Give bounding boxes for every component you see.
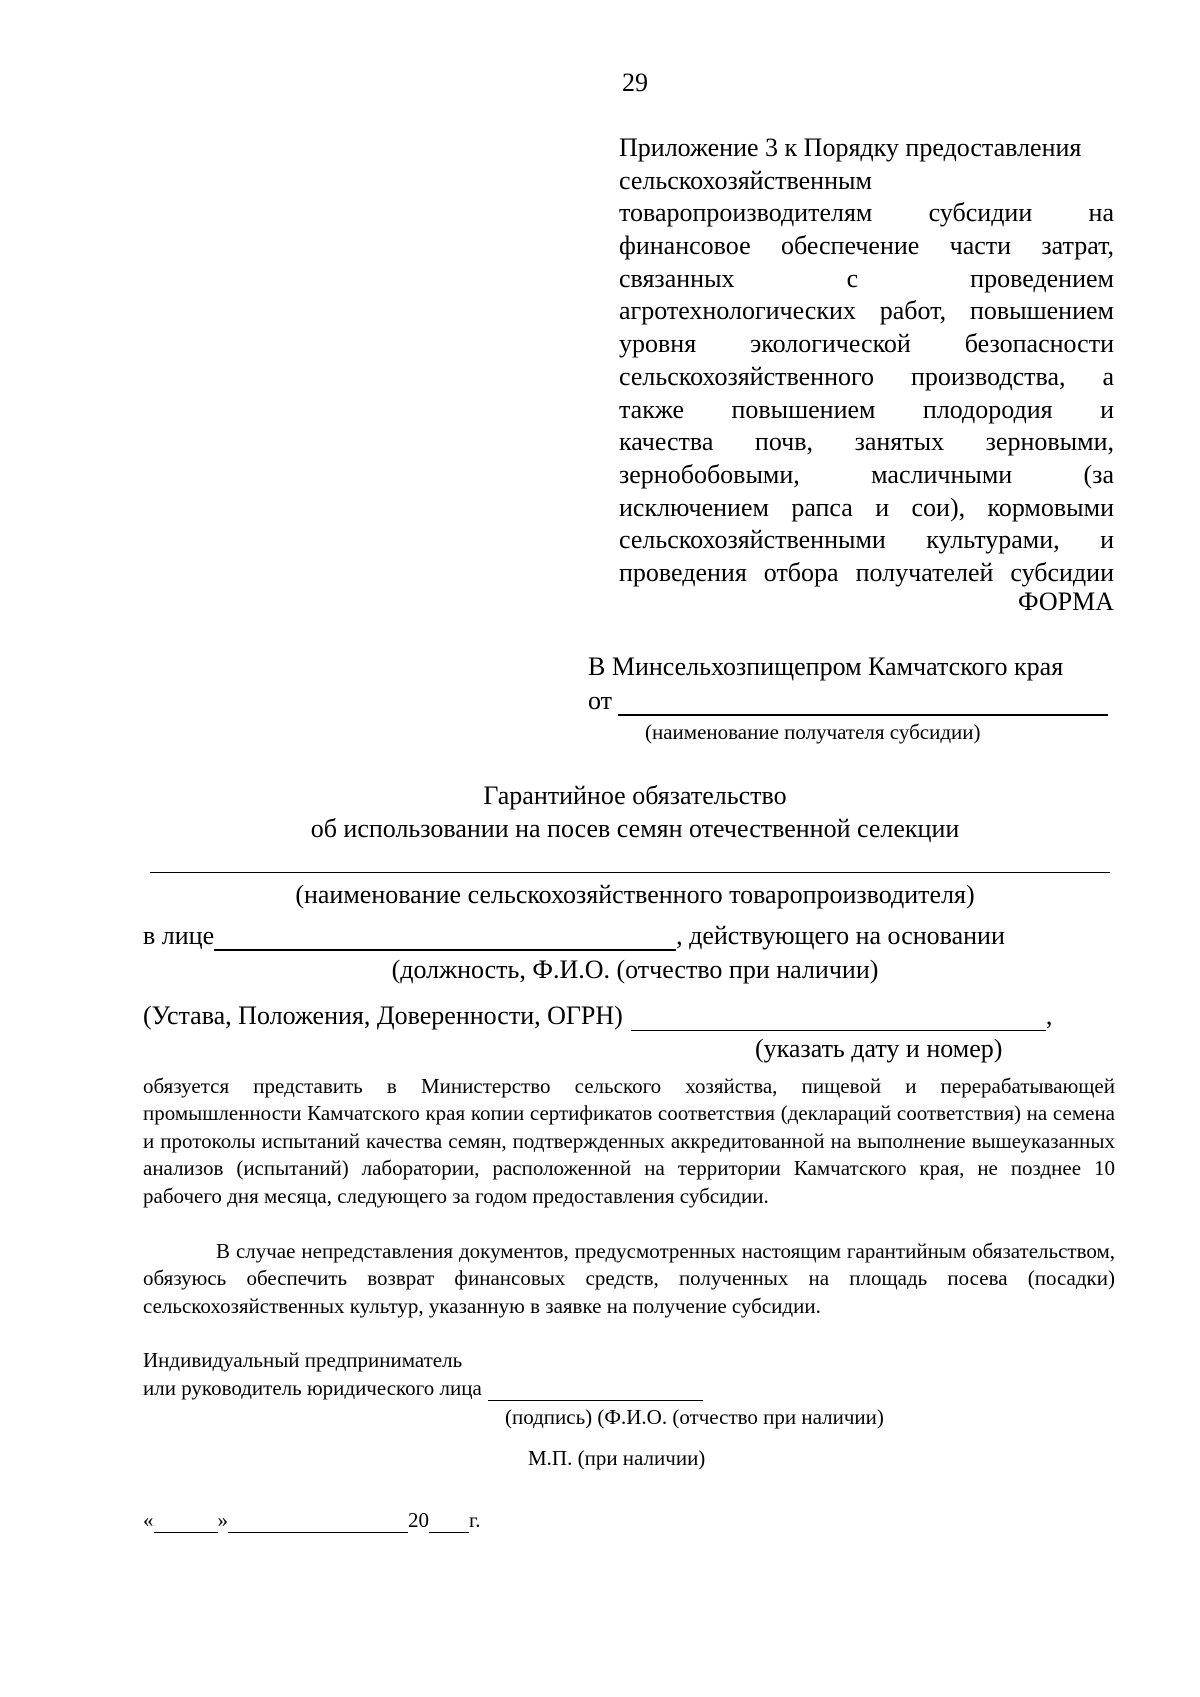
appendix-header xyxy=(619,132,1114,590)
appendix-line: финансовое обеспечение части затрат, xyxy=(619,231,1114,261)
basis-comma: , xyxy=(1045,1001,1053,1030)
appendix-line: сельскохозяйственными культурами, и xyxy=(619,525,1114,555)
stamp-caption: М.П. (при наличии) xyxy=(528,1446,706,1470)
appendix-line: также повышением плодородия и xyxy=(619,394,1114,424)
person-prefix: в лице xyxy=(143,921,215,950)
from-label: от xyxy=(588,686,613,715)
obligation-paragraph: обязуется представить в Министерство сельского хозяйства, пищевой и перерабатывающей промышленности Камчатского края копии сертификатов соответствия (деклараций соответствия) на семена и протоколы испытаний качества семян, подтвержденных аккредитованной на выполнение вышеуказанных анализов (испытаний) лаборатории, расположенной на территории Камчатского края, не позднее 10 рабочего дня месяца, следующего за годом предоставления субсидии. xyxy=(143,1074,1115,1208)
recipient-caption: (наименование получателя субсидии) xyxy=(645,720,981,744)
appendix-line: исключением рапса и сои), кормовыми xyxy=(619,492,1114,522)
signer-title-line-2 xyxy=(143,1376,703,1401)
appendix-line: проведения отбора получателей субсидии xyxy=(619,557,1114,587)
month-field[interactable] xyxy=(228,1512,408,1533)
page-number: 29 xyxy=(622,68,648,97)
document-subtitle: об использовании на посев семян отечественной селекции xyxy=(310,814,960,843)
appendix-line: качества почв, занятых зерновыми, xyxy=(619,427,1114,457)
appendix-line: сельскохозяйственного производства, а xyxy=(619,361,1114,391)
addressee: В Минсельхозпищепром Камчатского края xyxy=(588,652,1064,681)
year-prefix: 20 xyxy=(408,1508,429,1532)
basis-label: (Устава, Положения, Доверенности, ОГРН) xyxy=(143,1001,623,1030)
signature-field[interactable] xyxy=(488,1380,703,1401)
basis-row xyxy=(143,1001,1052,1031)
appendix-line: товаропроизводителям субсидии на xyxy=(619,198,1114,228)
appendix-line: связанных с проведением xyxy=(619,263,1114,293)
appendix-line: зернобобовыми, масличными (за xyxy=(619,459,1114,489)
date-row xyxy=(143,1508,481,1533)
year-field[interactable] xyxy=(429,1512,469,1533)
open-quote: « xyxy=(143,1508,154,1532)
appendix-line: уровня экологической безопасности xyxy=(619,329,1114,359)
person-suffix: , действующего на основании xyxy=(676,921,1005,950)
producer-caption: (наименование сельскохозяйственного товаропроизводителя) xyxy=(295,880,975,909)
document-title: Гарантийное обязательство xyxy=(483,781,787,810)
signature-caption: (подпись) (Ф.И.О. (отчество при наличии) xyxy=(505,1405,884,1429)
producer-name-field[interactable] xyxy=(150,872,1110,873)
day-field[interactable] xyxy=(154,1512,218,1533)
signer-title-line-1: Индивидуальный предприниматель xyxy=(143,1348,463,1372)
person-field[interactable] xyxy=(214,923,676,951)
year-suffix: г. xyxy=(469,1508,481,1532)
basis-field[interactable] xyxy=(631,1004,1046,1031)
position-caption: (должность, Ф.И.О. (отчество при наличии) xyxy=(391,955,879,984)
form-label: ФОРМА xyxy=(1018,587,1114,616)
signer-title-text: или руководитель юридического лица xyxy=(143,1376,482,1400)
recipient-name-field[interactable] xyxy=(618,688,1108,716)
date-number-caption: (указать дату и номер) xyxy=(755,1034,1003,1063)
appendix-line: Приложение 3 к Порядку предоставления xyxy=(619,133,1082,162)
appendix-line: сельскохозяйственным xyxy=(619,165,872,195)
appendix-line: агротехнологических работ, повышением xyxy=(619,296,1114,326)
close-quote: » xyxy=(217,1508,228,1532)
person-row xyxy=(143,921,1005,951)
from-row xyxy=(588,686,1108,716)
refund-paragraph: В случае непредставления документов, предусмотренных настоящим гарантийным обязательством, обязуюсь обеспечить возврат финансовых средств, полученных на площадь посева (посадки) сельскохозяйственных культур, указанную в заявке на получение субсидии. xyxy=(143,1239,1115,1318)
